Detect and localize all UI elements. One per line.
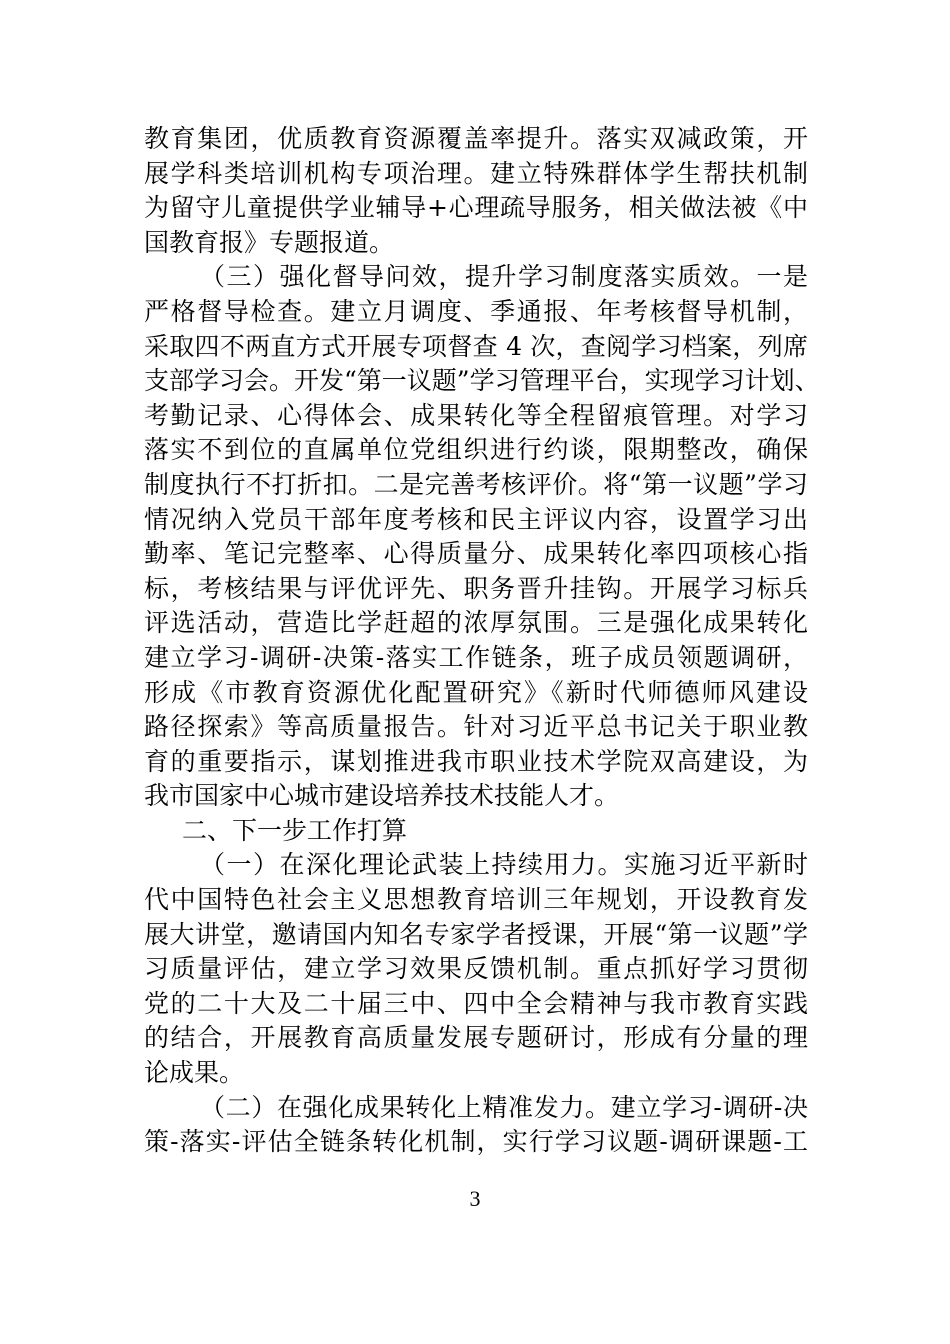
text-line: 策-落实-评估全链条转化机制，实行学习议题-调研课题-工 [144, 1127, 808, 1157]
text-line: 国教育报》专题报道。 [144, 227, 395, 257]
text-line: 严格督导检查。建立月调度、季通报、年考核督导机制， [144, 296, 808, 326]
text-line: 代中国特色社会主义思想教育培训三年规划，开设教育发 [144, 885, 808, 915]
text-line: 落实不到位的直属单位党组织进行约谈，限期整改，确保 [144, 435, 808, 465]
page-number: 3 [469, 1186, 481, 1211]
text-line: 制度执行不打折扣。二是完善考核评价。将“第一议题”学习 [144, 469, 808, 499]
text-line: 情况纳入党员干部年度考核和民主评议内容，设置学习出 [144, 504, 808, 534]
text-line: 考勤记录、心得体会、成果转化等全程留痕管理。对学习 [144, 400, 808, 430]
text-line: 我市国家中心城市建设培养技术技能人才。 [144, 781, 620, 811]
text-line: 形成《市教育资源优化配置研究》《新时代师德师风建设 [144, 677, 808, 707]
text-line: 标，考核结果与评优评先、职务晋升挂钩。开展学习标兵 [144, 573, 808, 603]
body-text [144, 122, 820, 1160]
text-line: 评选活动，营造比学赶超的浓厚氛围。三是强化成果转化 [144, 608, 808, 638]
text-line: 教育集团，优质教育资源覆盖率提升。落实双减政策，开 [144, 124, 808, 153]
text-line: 为留守儿童提供学业辅导+心理疏导服务，相关做法被《中 [144, 193, 808, 223]
text-line: 论成果。 [144, 1058, 245, 1088]
text-line: 展学科类培训机构专项治理。建立特殊群体学生帮扶机制 [144, 158, 808, 188]
text-line: 建立学习-调研-决策-落实工作链条，班子成员领题调研， [144, 642, 808, 672]
text-line: 育的重要指示，谋划推进我市职业技术学院双高建设，为 [144, 746, 808, 776]
text-line: 习质量评估，建立学习效果反馈机制。重点抓好学习贯彻 [144, 954, 808, 984]
paragraph-start: （三）强化督导问效，提升学习制度落实质效。一是 [200, 262, 808, 292]
paragraph-start: （二）在强化成果转化上精准发力。建立学习-调研-决 [200, 1092, 808, 1122]
text-line: 勤率、笔记完整率、心得质量分、成果转化率四项核心指 [144, 539, 808, 569]
text-line: 党的二十大及二十届三中、四中全会精神与我市教育实践 [144, 988, 808, 1018]
section-heading: 二、下一步工作打算 [182, 815, 408, 845]
text-line: 支部学习会。开发“第一议题”学习管理平台，实现学习计划、 [144, 366, 820, 396]
text-line: 路径探索》等高质量报告。针对习近平总书记关于职业教 [144, 712, 808, 742]
text-line: 采取四不两直方式开展专项督查 4 次，查阅学习档案，列席 [144, 331, 808, 361]
paragraph-start: （一）在深化理论武装上持续用力。实施习近平新时 [200, 850, 808, 880]
text-line: 的结合，开展教育高质量发展专题研讨，形成有分量的理 [144, 1023, 808, 1053]
text-line: 展大讲堂，邀请国内知名专家学者授课，开展“第一议题”学 [144, 919, 808, 949]
